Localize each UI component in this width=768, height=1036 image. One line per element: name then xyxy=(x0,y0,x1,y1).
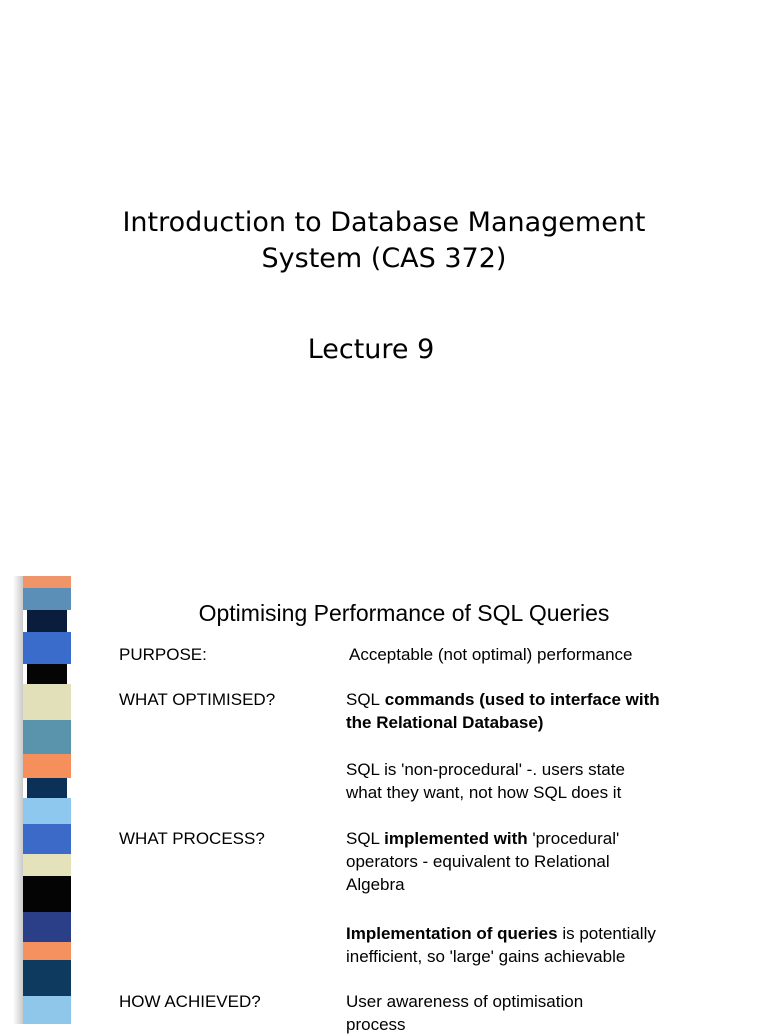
stripe-block xyxy=(23,720,71,754)
stripe-block xyxy=(23,912,71,942)
row-label-how-achieved: HOW ACHIEVED? xyxy=(119,992,261,1011)
row-label-purpose: PURPOSE: xyxy=(119,645,207,664)
text-line xyxy=(346,922,746,945)
text-segment-bold: Implementation of queries xyxy=(346,924,563,943)
slide-heading: Optimising Performance of SQL Queries xyxy=(198,600,610,626)
text-line-bold: the Relational Database) xyxy=(346,713,544,732)
slide-title-line-1: Introduction to Database Management xyxy=(122,207,646,238)
slide-title-line-2: System (CAS 372) xyxy=(261,243,507,274)
text-line: operators - equivalent to Relational xyxy=(346,852,610,871)
text-line: SQL is 'non-procedural' -. users state xyxy=(346,760,625,779)
lecture-number: Lecture 9 xyxy=(307,334,435,365)
stripe-block xyxy=(23,588,71,610)
row-text-purpose xyxy=(349,643,749,666)
stripe-block xyxy=(23,854,71,876)
stripe-block xyxy=(27,778,67,798)
stripe-block xyxy=(23,632,71,664)
text-segment: SQL xyxy=(346,829,385,848)
stripe-block xyxy=(23,876,71,912)
text-line: what they want, not how SQL does it xyxy=(346,783,622,802)
stripe-block xyxy=(23,576,71,588)
stripe-block xyxy=(23,684,71,720)
text-segment-bold: implemented with xyxy=(384,829,528,848)
text-segment: 'procedural' xyxy=(527,829,620,848)
row-text-implementation xyxy=(346,922,746,968)
text-line: Acceptable (not optimal) performance xyxy=(349,645,633,664)
text-segment: is potentially xyxy=(562,924,656,943)
stripe-block xyxy=(27,610,67,632)
decorative-color-stripe xyxy=(23,576,71,1024)
stripe-block xyxy=(23,960,71,996)
stripe-block xyxy=(23,996,71,1024)
stripe-block xyxy=(23,824,71,854)
row-text-what-optimised xyxy=(346,688,746,734)
text-line xyxy=(346,827,746,850)
stripe-block xyxy=(23,798,71,824)
stripe-block xyxy=(27,664,67,684)
row-text-non-procedural xyxy=(346,758,746,804)
text-line xyxy=(346,688,746,711)
stripe-shadow xyxy=(13,576,23,1024)
text-line: process xyxy=(346,1015,406,1034)
row-text-how-achieved xyxy=(346,990,746,1036)
row-label-what-optimised: WHAT OPTIMISED? xyxy=(119,690,276,709)
stripe-block xyxy=(23,942,71,960)
content-slide xyxy=(0,576,768,1034)
row-text-what-process xyxy=(346,827,746,896)
text-line: inefficient, so 'large' gains achievable xyxy=(346,947,626,966)
text-segment-bold: commands (used to interface with xyxy=(380,690,660,709)
text-line: Algebra xyxy=(346,875,405,894)
row-label-what-process: WHAT PROCESS? xyxy=(119,829,265,848)
text-segment: SQL xyxy=(346,690,381,709)
stripe-block xyxy=(23,754,71,778)
text-line: User awareness of optimisation xyxy=(346,992,584,1011)
